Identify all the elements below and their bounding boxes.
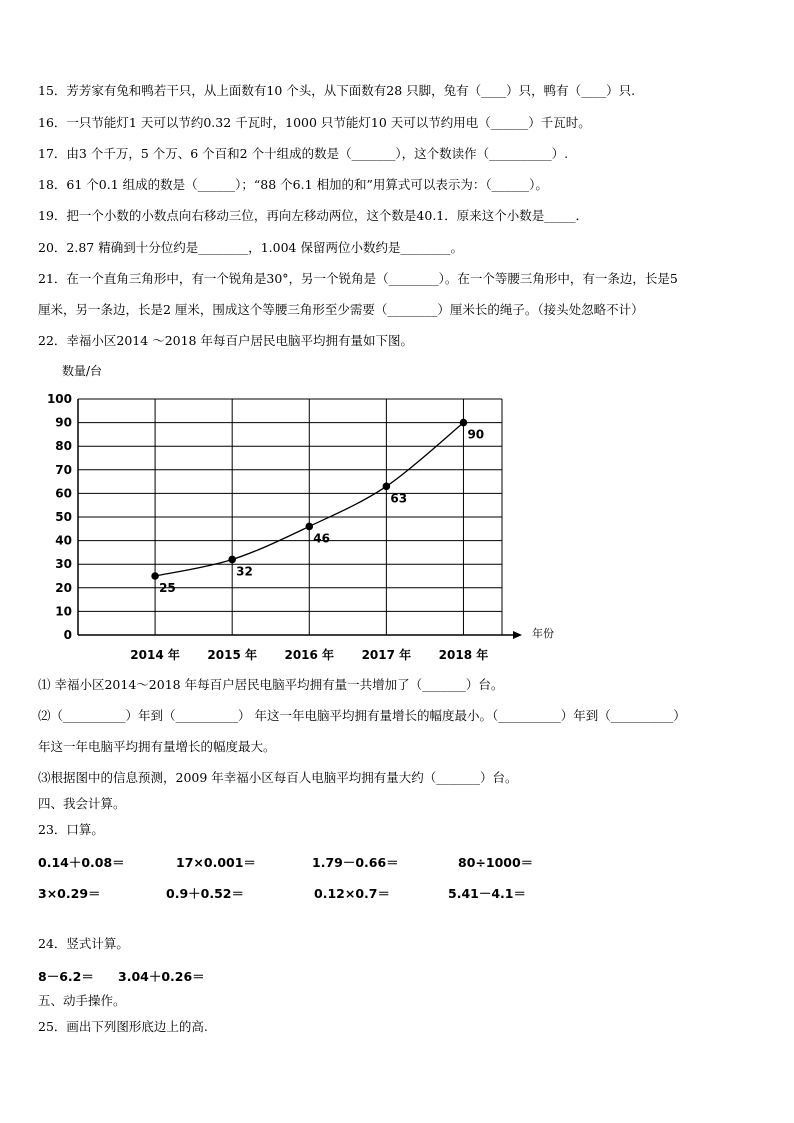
data-label: 90 [467, 427, 485, 442]
y-tick-label: 40 [55, 533, 72, 548]
question-23: 23．口算。 [38, 822, 104, 837]
y-tick-label: 90 [55, 415, 72, 430]
y-tick-label: 60 [55, 486, 72, 501]
y-tick-label: 10 [55, 604, 72, 619]
y-tick-label: 0 [63, 628, 72, 642]
question-17: 17．由3 个千万，5 个万、6 个百和2 个十组成的数是（_______），这个数读作（__________）. [38, 146, 569, 161]
data-label: 25 [159, 581, 176, 595]
oral-calc-item: 17×0.001＝ [176, 855, 256, 870]
question-18: 18．61 个0.1 组成的数是（______）；“88 个6.1 相加的和”用算式可以表示为：（______）。 [38, 177, 548, 192]
sub-question-3: ⑶根据图中的信息预测，2009 年幸福小区每百人电脑平均拥有量大约（_______）台。 [38, 770, 518, 785]
y-tick-label: 100 [46, 392, 72, 406]
x-axis-title: 年份 [532, 627, 554, 640]
data-label: 32 [236, 564, 253, 579]
y-tick-label: 80 [55, 439, 72, 454]
oral-calc-item: 5.41－4.1＝ [448, 886, 526, 901]
question-24: 24．竖式计算。 [38, 936, 129, 951]
oral-calc-item: 80÷1000＝ [458, 855, 534, 870]
data-point [151, 572, 159, 580]
oral-calc-item: 0.12×0.7＝ [314, 886, 390, 901]
data-point [228, 556, 236, 564]
x-tick-label: 2016 年 [284, 648, 335, 662]
question-15: 15．芳芳家有兔和鸭若干只，从上面数有10 个头，从下面数有28 只脚，兔有（____）只，鸭有（____）只. [38, 83, 636, 98]
x-tick-label: 2014 年 [130, 648, 180, 662]
sub-question-2-line-2: 年这一年电脑平均拥有量增长的幅度最大。 [38, 739, 276, 754]
section-4-heading: 四、我会计算。 [38, 796, 126, 811]
vertical-calc-item: 3.04＋0.26＝ [118, 969, 205, 984]
line-chart [40, 360, 554, 665]
data-label: 46 [313, 531, 330, 546]
x-axis-arrow-icon [513, 631, 522, 639]
data-point [305, 523, 313, 531]
y-tick-label: 20 [55, 580, 72, 595]
question-19: 19．把一个小数的小数点向右移动三位，再向左移动两位，这个数是40.1．原来这个小数是_____． [38, 208, 588, 223]
oral-calc-item: 0.9＋0.52＝ [166, 886, 244, 901]
oral-calc-item: 1.79－0.66＝ [312, 855, 399, 870]
question-21-line-1: 21．在一个直角三角形中，有一个锐角是30°，另一个锐角是（________）。在一个等腰三角形中，有一条边，长是5 [38, 271, 678, 286]
sub-question-2-line-1: ⑵（__________）年到（__________） 年这一年电脑平均拥有量增长的幅度最小。（__________）年到（__________） [38, 708, 686, 723]
oral-calc-item: 0.14＋0.08＝ [38, 855, 125, 870]
y-tick-label: 50 [55, 510, 72, 524]
question-21-line-2: 厘米，另一条边，长是2 厘米，围成这个等腰三角形至少需要（________）厘米长的绳子。（接头处忽略不计） [38, 302, 644, 317]
x-tick-label: 2017 年 [361, 648, 412, 662]
data-point [383, 483, 391, 491]
x-tick-label: 2015 年 [207, 648, 257, 662]
oral-calc-item: 3×0.29＝ [38, 886, 101, 901]
sub-question-1: ⑴ 幸福小区2014～2018 年每百户居民电脑平均拥有量一共增加了（_______）台。 [38, 677, 504, 692]
question-22: 22．幸福小区2014 ～2018 年每百户居民电脑平均拥有量如下图。 [38, 333, 413, 348]
section-5-heading: 五、动手操作。 [38, 993, 126, 1008]
y-tick-label: 30 [55, 557, 72, 572]
data-point [460, 419, 468, 427]
question-20: 20．2.87 精确到十分位约是________，1.004 保留两位小数约是________。 [38, 240, 463, 255]
data-label: 63 [390, 491, 408, 506]
question-25: 25．画出下列图形底边上的高. [38, 1019, 208, 1034]
vertical-calc-item: 8－6.2＝ [38, 969, 94, 984]
y-tick-label: 70 [55, 462, 72, 477]
y-axis-title: 数量/台 [62, 364, 103, 378]
question-16: 16．一只节能灯1 天可以节约0.32 千瓦时，1000 只节能灯10 天可以节约用电（______）千瓦时。 [38, 115, 591, 130]
x-tick-label: 2018 年 [438, 648, 489, 662]
